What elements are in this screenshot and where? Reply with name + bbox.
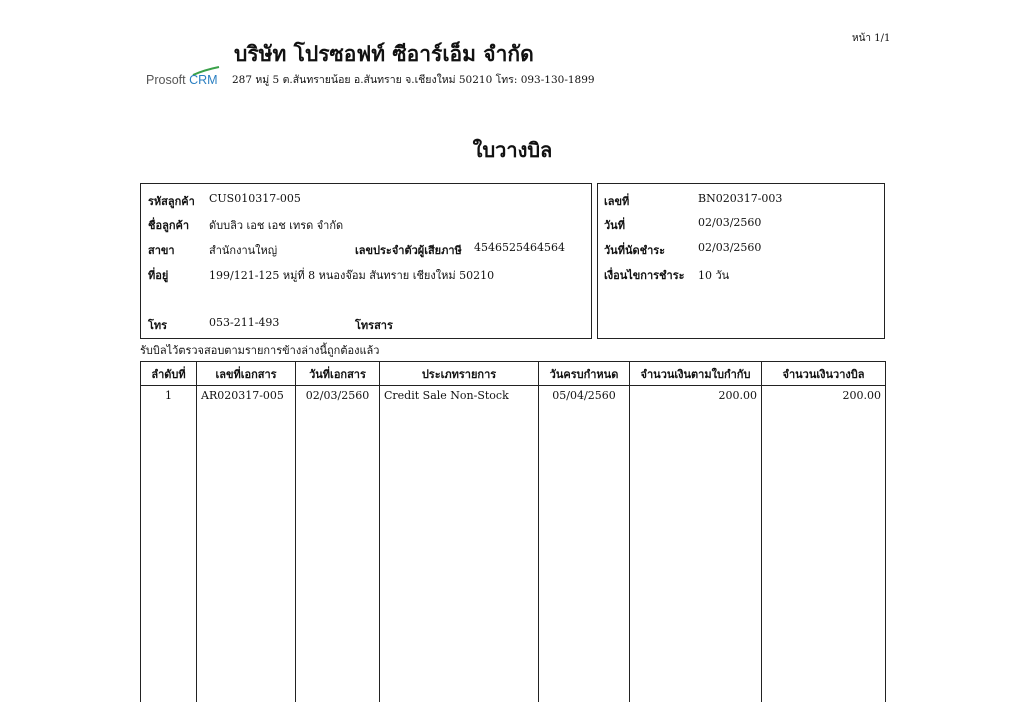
col-header-billing-amount: จำนวนเงินวางบิล: [762, 362, 886, 386]
cell-doc-no: AR020317-005: [197, 386, 296, 410]
page-number: หน้า 1/1: [852, 33, 891, 44]
cell-due-date: 05/04/2560: [539, 386, 630, 410]
billing-items-table: [140, 361, 886, 702]
cell-doc-date: 02/03/2560: [296, 386, 380, 410]
col-header-no: ลำดับที่: [141, 362, 197, 386]
address-label: ที่อยู่: [148, 269, 169, 282]
cell-no: 1: [141, 386, 197, 410]
cell-type: Credit Sale Non-Stock: [380, 386, 539, 410]
company-address: 287 หมู่ 5 ต.สันทรายน้อย อ.สันทราย จ.เชียงใหม่ 50210 โทร: 093-130-1899: [232, 74, 595, 86]
branch-value: สำนักงานใหญ่: [209, 244, 278, 257]
cell-billing-amount: 200.00: [762, 386, 886, 410]
document-info-box: [597, 183, 885, 339]
col-header-invoice-amount: จำนวนเงินตามใบกำกับ: [630, 362, 762, 386]
document-title: ใบวางบิล: [472, 138, 553, 162]
payment-terms-label: เงื่อนไขการชำระ: [604, 269, 685, 282]
fax-label: โทรสาร: [355, 319, 393, 332]
logo-text: Prosoft CRM: [146, 73, 218, 87]
payment-terms: 10 วัน: [698, 269, 730, 282]
table-row: [141, 386, 886, 410]
table-empty-space: [141, 409, 886, 702]
doc-date: 02/03/2560: [698, 216, 762, 229]
customer-info-box: [140, 183, 592, 339]
phone-label: โทร: [148, 319, 168, 332]
table-header-row: [141, 362, 886, 386]
tax-id-value: 4546525464564: [474, 241, 565, 254]
due-date-label: วันที่นัดชำระ: [604, 244, 666, 257]
tax-id-label: เลขประจำตัวผู้เสียภาษี: [355, 244, 462, 257]
customer-code-label: รหัสลูกค้า: [148, 195, 195, 208]
branch-label: สาขา: [148, 244, 175, 257]
col-header-doc-date: วันที่เอกสาร: [296, 362, 380, 386]
company-name: บริษัท โปรซอฟท์ ซีอาร์เอ็ม จำกัด: [234, 41, 534, 66]
company-logo: [146, 66, 222, 90]
customer-code: CUS010317-005: [209, 192, 301, 205]
col-header-due-date: วันครบกำหนด: [539, 362, 630, 386]
doc-date-label: วันที่: [604, 219, 625, 232]
customer-name: ดับบลิว เอช เอช เทรด จำกัด: [209, 219, 344, 232]
acknowledgement-note: รับบิลไว้ตรวจสอบตามรายการข้างล่างนี้ถูกต้องแล้ว: [140, 344, 380, 357]
address-value: 199/121-125 หมู่ที่ 8 หนองจ๊อม สันทราย เชียงใหม่ 50210: [209, 269, 495, 282]
cell-invoice-amount: 200.00: [630, 386, 762, 410]
col-header-type: ประเภทรายการ: [380, 362, 539, 386]
due-date: 02/03/2560: [698, 241, 762, 254]
doc-number: BN020317-003: [698, 192, 783, 205]
col-header-doc-no: เลขที่เอกสาร: [197, 362, 296, 386]
customer-name-label: ชื่อลูกค้า: [148, 219, 190, 232]
phone-value: 053-211-493: [209, 316, 280, 329]
doc-number-label: เลขที่: [604, 195, 630, 208]
